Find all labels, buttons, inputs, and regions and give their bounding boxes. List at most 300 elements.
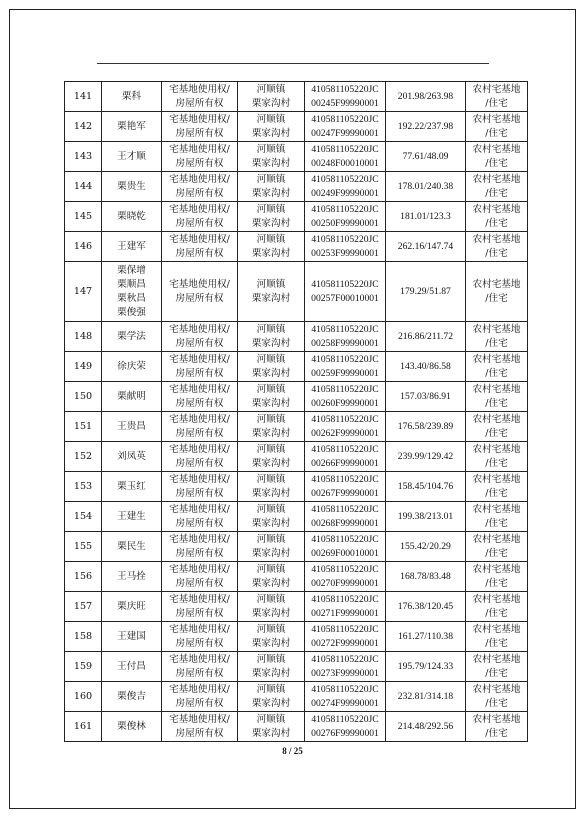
location-cell-line: 河顺镇	[256, 323, 286, 335]
unit-code-cell-line: 410581105220JC	[311, 113, 379, 125]
land-use-cell	[466, 712, 528, 742]
owner-name-cell	[102, 172, 162, 202]
land-use-cell	[466, 502, 528, 532]
area-cell: 176.58/239.89	[386, 412, 466, 442]
table-row	[65, 382, 528, 412]
location-cell-line: 河顺镇	[256, 563, 286, 575]
page-number: 8 / 25	[282, 746, 303, 756]
owner-name-cell-line: 栗民生	[117, 540, 146, 552]
location-cell-line: 河顺镇	[256, 683, 286, 695]
unit-code-cell	[305, 592, 386, 622]
land-use-cell-line: /住宅	[485, 427, 508, 439]
unit-code-cell	[305, 412, 386, 442]
area-cell: 176.38/120.45	[386, 592, 466, 622]
owner-name-cell	[102, 562, 162, 592]
right-type-cell-line: 宅基地使用权/	[169, 83, 230, 95]
unit-code-cell	[305, 652, 386, 682]
table-row	[65, 562, 528, 592]
land-use-cell-line: 农村宅基地	[472, 443, 521, 455]
unit-code-cell	[305, 622, 386, 652]
right-type-cell-line: 宅基地使用权/	[169, 113, 230, 125]
location-cell-line: 栗家沟村	[251, 457, 291, 469]
land-use-cell	[466, 442, 528, 472]
owner-name-cell-line: 栗俊强	[117, 306, 146, 318]
table-body	[65, 82, 528, 742]
right-type-cell-line: 宅基地使用权/	[169, 278, 230, 290]
unit-code-cell-line: 00249F99990001	[311, 187, 379, 199]
unit-code-cell-line: 410581105220JC	[311, 503, 379, 515]
land-use-cell-line: /住宅	[485, 247, 508, 259]
owner-name-cell	[102, 322, 162, 352]
right-type-cell	[162, 532, 238, 562]
location-cell-line: 河顺镇	[256, 653, 286, 665]
land-use-cell	[466, 112, 528, 142]
row-number-cell: 147	[65, 262, 102, 322]
owner-name-cell	[102, 112, 162, 142]
area-cell: 161.27/110.38	[386, 622, 466, 652]
right-type-cell	[162, 262, 238, 322]
location-cell	[238, 682, 305, 712]
row-number-cell: 141	[65, 82, 102, 112]
land-use-cell-line: /住宅	[485, 727, 508, 739]
owner-name-cell	[102, 532, 162, 562]
owner-name-cell-line: 栗晓乾	[117, 210, 146, 222]
location-cell-line: 河顺镇	[256, 593, 286, 605]
owner-name-cell	[102, 352, 162, 382]
row-number-cell: 160	[65, 682, 102, 712]
area-cell: 77.61/48.09	[386, 142, 466, 172]
unit-code-cell	[305, 262, 386, 322]
unit-code-cell-line: 410581105220JC	[311, 353, 379, 365]
right-type-cell	[162, 322, 238, 352]
row-number-cell: 155	[65, 532, 102, 562]
location-cell	[238, 112, 305, 142]
right-type-cell-line: 房屋所有权	[175, 607, 224, 619]
unit-code-cell-line: 00258F99990001	[311, 337, 379, 349]
location-cell-line: 栗家沟村	[251, 292, 291, 304]
area-cell: 232.81/314.18	[386, 682, 466, 712]
right-type-cell-line: 房屋所有权	[175, 487, 224, 499]
owner-name-cell	[102, 712, 162, 742]
location-cell	[238, 352, 305, 382]
right-type-cell-line: 房屋所有权	[175, 457, 224, 469]
right-type-cell-line: 宅基地使用权/	[169, 683, 230, 695]
location-cell-line: 栗家沟村	[251, 637, 291, 649]
row-number-cell: 156	[65, 562, 102, 592]
land-use-cell-line: /住宅	[485, 127, 508, 139]
land-use-cell	[466, 142, 528, 172]
location-cell	[238, 532, 305, 562]
right-type-cell-line: 宅基地使用权/	[169, 473, 230, 485]
location-cell-line: 河顺镇	[256, 383, 286, 395]
land-use-cell-line: /住宅	[485, 337, 508, 349]
right-type-cell-line: 房屋所有权	[175, 292, 224, 304]
owner-name-cell-line: 王建军	[117, 240, 146, 252]
row-number-cell: 149	[65, 352, 102, 382]
right-type-cell-line: 房屋所有权	[175, 517, 224, 529]
table-row	[65, 172, 528, 202]
right-type-cell-line: 宅基地使用权/	[169, 383, 230, 395]
unit-code-cell	[305, 142, 386, 172]
land-use-cell-line: /住宅	[485, 217, 508, 229]
land-use-cell-line: 农村宅基地	[472, 383, 521, 395]
area-cell: 199.38/213.01	[386, 502, 466, 532]
table-row	[65, 712, 528, 742]
row-number-cell: 148	[65, 322, 102, 352]
location-cell	[238, 142, 305, 172]
unit-code-cell-line: 410581105220JC	[311, 278, 379, 290]
land-use-cell	[466, 382, 528, 412]
right-type-cell-line: 房屋所有权	[175, 187, 224, 199]
location-cell-line: 河顺镇	[256, 443, 286, 455]
row-number-cell: 161	[65, 712, 102, 742]
land-use-cell-line: /住宅	[485, 547, 508, 559]
row-number-cell: 158	[65, 622, 102, 652]
table-row	[65, 142, 528, 172]
land-use-cell-line: 农村宅基地	[472, 713, 521, 725]
row-number-cell: 143	[65, 142, 102, 172]
unit-code-cell-line: 00272F99990001	[311, 637, 379, 649]
land-use-cell	[466, 262, 528, 322]
owner-name-cell-line: 栗科	[121, 90, 142, 102]
location-cell-line: 河顺镇	[256, 173, 286, 185]
owner-name-cell-line: 栗贵生	[117, 180, 146, 192]
location-cell-line: 栗家沟村	[251, 187, 291, 199]
land-use-cell-line: /住宅	[485, 157, 508, 169]
land-use-cell	[466, 172, 528, 202]
land-use-cell-line: /住宅	[485, 667, 508, 679]
row-number-cell: 154	[65, 502, 102, 532]
owner-name-cell	[102, 652, 162, 682]
owner-name-cell-line: 栗庆旺	[117, 600, 146, 612]
right-type-cell	[162, 142, 238, 172]
right-type-cell-line: 房屋所有权	[175, 637, 224, 649]
right-type-cell-line: 宅基地使用权/	[169, 143, 230, 155]
area-cell: 155.42/20.29	[386, 532, 466, 562]
unit-code-cell	[305, 172, 386, 202]
land-use-cell-line: 农村宅基地	[472, 83, 521, 95]
area-cell: 143.40/86.58	[386, 352, 466, 382]
location-cell-line: 栗家沟村	[251, 367, 291, 379]
unit-code-cell	[305, 112, 386, 142]
unit-code-cell-line: 410581105220JC	[311, 413, 379, 425]
right-type-cell	[162, 382, 238, 412]
table-row	[65, 532, 528, 562]
land-use-cell-line: 农村宅基地	[472, 143, 521, 155]
location-cell-line: 河顺镇	[256, 713, 286, 725]
land-use-cell-line: 农村宅基地	[472, 533, 521, 545]
owner-name-cell	[102, 502, 162, 532]
unit-code-cell-line: 410581105220JC	[311, 83, 379, 95]
location-cell-line: 栗家沟村	[251, 157, 291, 169]
land-use-cell-line: /住宅	[485, 97, 508, 109]
right-type-cell	[162, 112, 238, 142]
unit-code-cell-line: 00253F99990001	[311, 247, 379, 259]
table-row	[65, 202, 528, 232]
unit-code-cell-line: 00245F99990001	[311, 97, 379, 109]
right-type-cell	[162, 172, 238, 202]
land-use-cell-line: 农村宅基地	[472, 593, 521, 605]
land-use-cell-line: 农村宅基地	[472, 683, 521, 695]
location-cell	[238, 442, 305, 472]
owner-name-cell	[102, 262, 162, 322]
land-use-cell	[466, 592, 528, 622]
unit-code-cell-line: 00250F99990001	[311, 217, 379, 229]
owner-name-cell-line: 栗俊林	[117, 720, 146, 732]
right-type-cell-line: 房屋所有权	[175, 97, 224, 109]
area-cell: 192.22/237.98	[386, 112, 466, 142]
location-cell-line: 栗家沟村	[251, 217, 291, 229]
table-row	[65, 352, 528, 382]
owner-name-cell	[102, 622, 162, 652]
owner-name-cell-line: 王建国	[117, 630, 146, 642]
unit-code-cell-line: 410581105220JC	[311, 533, 379, 545]
location-cell-line: 栗家沟村	[251, 247, 291, 259]
right-type-cell-line: 房屋所有权	[175, 127, 224, 139]
unit-code-cell-line: 00262F99990001	[311, 427, 379, 439]
land-use-cell-line: 农村宅基地	[472, 173, 521, 185]
location-cell	[238, 562, 305, 592]
table-row	[65, 682, 528, 712]
table-row	[65, 322, 528, 352]
right-type-cell-line: 房屋所有权	[175, 697, 224, 709]
location-cell	[238, 82, 305, 112]
land-use-cell-line: /住宅	[485, 487, 508, 499]
table-row	[65, 82, 528, 112]
location-cell-line: 栗家沟村	[251, 577, 291, 589]
owner-name-cell-line: 栗俊吉	[117, 690, 146, 702]
owner-name-cell-line: 栗艳军	[117, 120, 146, 132]
unit-code-cell-line: 410581105220JC	[311, 173, 379, 185]
table-row	[65, 232, 528, 262]
land-use-cell	[466, 562, 528, 592]
owner-name-cell	[102, 82, 162, 112]
owner-name-cell-line: 王建生	[117, 510, 146, 522]
location-cell-line: 栗家沟村	[251, 97, 291, 109]
right-type-cell-line: 房屋所有权	[175, 247, 224, 259]
unit-code-cell-line: 410581105220JC	[311, 473, 379, 485]
land-use-cell	[466, 322, 528, 352]
unit-code-cell-line: 410581105220JC	[311, 143, 379, 155]
area-cell: 195.79/124.33	[386, 652, 466, 682]
right-type-cell-line: 房屋所有权	[175, 667, 224, 679]
owner-name-cell	[102, 232, 162, 262]
location-cell	[238, 202, 305, 232]
land-use-cell-line: 农村宅基地	[472, 113, 521, 125]
unit-code-cell-line: 00260F99990001	[311, 397, 379, 409]
area-cell: 201.98/263.98	[386, 82, 466, 112]
land-use-cell-line: 农村宅基地	[472, 323, 521, 335]
table-row	[65, 442, 528, 472]
unit-code-cell-line: 00269F00010001	[311, 547, 379, 559]
unit-code-cell-line: 410581105220JC	[311, 233, 379, 245]
owner-name-cell	[102, 142, 162, 172]
owner-name-cell-line: 王付昌	[117, 660, 146, 672]
unit-code-cell	[305, 712, 386, 742]
right-type-cell-line: 宅基地使用权/	[169, 593, 230, 605]
unit-code-cell	[305, 562, 386, 592]
table-row	[65, 622, 528, 652]
location-cell-line: 栗家沟村	[251, 397, 291, 409]
unit-code-cell-line: 410581105220JC	[311, 563, 379, 575]
owner-name-cell-line: 栗保增	[117, 264, 146, 276]
location-cell	[238, 592, 305, 622]
unit-code-cell-line: 410581105220JC	[311, 443, 379, 455]
right-type-cell-line: 宅基地使用权/	[169, 413, 230, 425]
unit-code-cell	[305, 202, 386, 232]
right-type-cell-line: 宅基地使用权/	[169, 503, 230, 515]
location-cell-line: 河顺镇	[256, 233, 286, 245]
location-cell-line: 河顺镇	[256, 473, 286, 485]
land-use-cell-line: /住宅	[485, 457, 508, 469]
owner-name-cell	[102, 472, 162, 502]
row-number-cell: 145	[65, 202, 102, 232]
table-row	[65, 502, 528, 532]
location-cell-line: 栗家沟村	[251, 667, 291, 679]
right-type-cell	[162, 82, 238, 112]
area-cell: 216.86/211.72	[386, 322, 466, 352]
unit-code-cell-line: 00247F99990001	[311, 127, 379, 139]
unit-code-cell	[305, 472, 386, 502]
land-use-cell	[466, 622, 528, 652]
unit-code-cell	[305, 82, 386, 112]
owner-name-cell-line: 王才顺	[117, 150, 146, 162]
land-use-cell-line: 农村宅基地	[472, 278, 521, 290]
right-type-cell-line: 房屋所有权	[175, 427, 224, 439]
row-number-cell: 146	[65, 232, 102, 262]
unit-code-cell	[305, 682, 386, 712]
unit-code-cell	[305, 532, 386, 562]
right-type-cell-line: 宅基地使用权/	[169, 563, 230, 575]
right-type-cell	[162, 712, 238, 742]
location-cell	[238, 262, 305, 322]
right-type-cell-line: 房屋所有权	[175, 217, 224, 229]
land-use-cell	[466, 682, 528, 712]
unit-code-cell-line: 00274F99990001	[311, 697, 379, 709]
unit-code-cell	[305, 442, 386, 472]
table-row	[65, 412, 528, 442]
location-cell-line: 河顺镇	[256, 353, 286, 365]
location-cell-line: 栗家沟村	[251, 487, 291, 499]
unit-code-cell	[305, 352, 386, 382]
land-use-cell	[466, 232, 528, 262]
owner-name-cell	[102, 202, 162, 232]
right-type-cell-line: 宅基地使用权/	[169, 653, 230, 665]
land-use-cell-line: /住宅	[485, 697, 508, 709]
owner-name-cell-line: 栗学法	[117, 330, 146, 342]
right-type-cell	[162, 502, 238, 532]
row-number-cell: 142	[65, 112, 102, 142]
land-use-cell	[466, 652, 528, 682]
land-use-cell	[466, 412, 528, 442]
land-use-cell-line: 农村宅基地	[472, 623, 521, 635]
location-cell	[238, 382, 305, 412]
land-use-cell	[466, 352, 528, 382]
location-cell-line: 栗家沟村	[251, 337, 291, 349]
unit-code-cell	[305, 502, 386, 532]
right-type-cell-line: 房屋所有权	[175, 367, 224, 379]
owner-name-cell	[102, 682, 162, 712]
right-type-cell-line: 房屋所有权	[175, 397, 224, 409]
location-cell-line: 河顺镇	[256, 278, 286, 290]
location-cell-line: 河顺镇	[256, 143, 286, 155]
location-cell	[238, 232, 305, 262]
row-number-cell: 157	[65, 592, 102, 622]
right-type-cell-line: 宅基地使用权/	[169, 353, 230, 365]
right-type-cell-line: 宅基地使用权/	[169, 713, 230, 725]
right-type-cell-line: 宅基地使用权/	[169, 443, 230, 455]
right-type-cell-line: 宅基地使用权/	[169, 233, 230, 245]
area-cell: 158.45/104.76	[386, 472, 466, 502]
right-type-cell	[162, 472, 238, 502]
land-use-cell-line: 农村宅基地	[472, 653, 521, 665]
unit-code-cell-line: 00257F00010001	[311, 292, 379, 304]
unit-code-cell-line: 00266F99990001	[311, 457, 379, 469]
right-type-cell-line: 宅基地使用权/	[169, 323, 230, 335]
registration-table	[64, 81, 528, 742]
land-use-cell	[466, 202, 528, 232]
unit-code-cell-line: 410581105220JC	[311, 323, 379, 335]
unit-code-cell-line: 410581105220JC	[311, 203, 379, 215]
unit-code-cell-line: 410581105220JC	[311, 653, 379, 665]
unit-code-cell-line: 410581105220JC	[311, 683, 379, 695]
location-cell-line: 河顺镇	[256, 503, 286, 515]
right-type-cell-line: 房屋所有权	[175, 337, 224, 349]
location-cell	[238, 652, 305, 682]
right-type-cell	[162, 682, 238, 712]
unit-code-cell-line: 00273F99990001	[311, 667, 379, 679]
right-type-cell	[162, 352, 238, 382]
right-type-cell	[162, 592, 238, 622]
area-cell: 157.03/86.91	[386, 382, 466, 412]
right-type-cell-line: 房屋所有权	[175, 547, 224, 559]
location-cell-line: 栗家沟村	[251, 127, 291, 139]
location-cell-line: 栗家沟村	[251, 427, 291, 439]
land-use-cell-line: /住宅	[485, 367, 508, 379]
land-use-cell-line: 农村宅基地	[472, 233, 521, 245]
land-use-cell-line: 农村宅基地	[472, 353, 521, 365]
location-cell-line: 河顺镇	[256, 113, 286, 125]
unit-code-cell	[305, 382, 386, 412]
location-cell-line: 栗家沟村	[251, 697, 291, 709]
right-type-cell	[162, 442, 238, 472]
row-number-cell: 153	[65, 472, 102, 502]
owner-name-cell-line: 栗玉红	[117, 480, 146, 492]
owner-name-cell	[102, 412, 162, 442]
owner-name-cell	[102, 442, 162, 472]
right-type-cell-line: 宅基地使用权/	[169, 533, 230, 545]
unit-code-cell-line: 410581105220JC	[311, 713, 379, 725]
land-use-cell	[466, 472, 528, 502]
location-cell-line: 河顺镇	[256, 83, 286, 95]
right-type-cell	[162, 562, 238, 592]
header-rule	[97, 63, 489, 64]
right-type-cell	[162, 412, 238, 442]
area-cell: 239.99/129.42	[386, 442, 466, 472]
owner-name-cell-line: 栗献明	[117, 390, 146, 402]
land-use-cell	[466, 532, 528, 562]
land-use-cell-line: /住宅	[485, 397, 508, 409]
table-row	[65, 652, 528, 682]
area-cell: 178.01/240.38	[386, 172, 466, 202]
unit-code-cell-line: 410581105220JC	[311, 383, 379, 395]
location-cell-line: 河顺镇	[256, 203, 286, 215]
location-cell-line: 河顺镇	[256, 413, 286, 425]
row-number-cell: 144	[65, 172, 102, 202]
owner-name-cell-line: 栗顺昌	[117, 278, 146, 290]
owner-name-cell	[102, 382, 162, 412]
owner-name-cell	[102, 592, 162, 622]
